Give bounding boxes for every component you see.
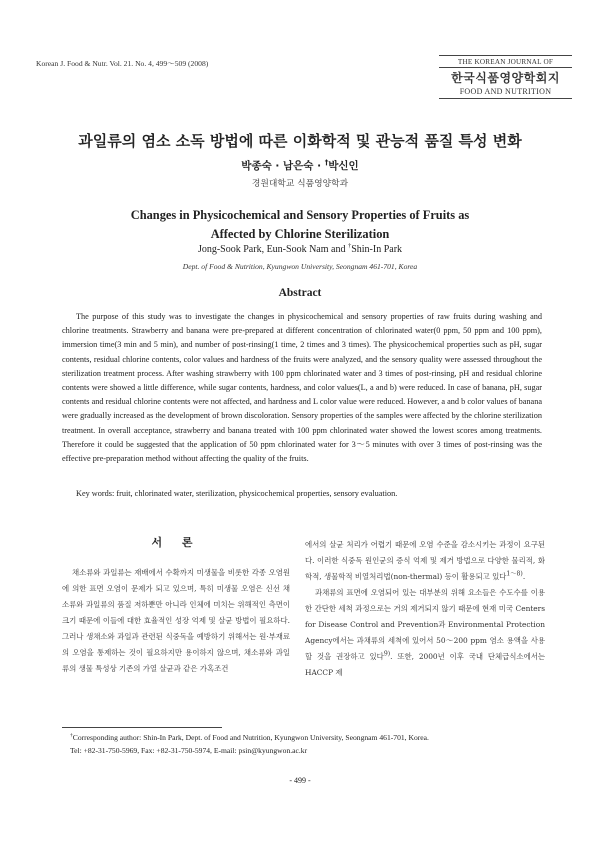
footnote-line2: Tel: +82-31-750-5969, Fax: +82-31-750-5974, E-mail: psin@kyungwon.ac.kr xyxy=(70,746,308,755)
abstract-heading: Abstract xyxy=(278,287,322,299)
corresponding-mark: † xyxy=(324,158,329,167)
left-column xyxy=(62,535,290,677)
keywords: Key words: fruit, chlorinated water, sterilization, physicochemical properties, sensory evaluation. xyxy=(76,489,398,498)
english-authors-part1: Jong-Sook Park, Eun-Sook Nam and xyxy=(197,244,348,255)
intro-paragraph-1: 채소류와 과일류는 재배에서 수확까지 미생물을 비롯한 각종 오염원에 의한 표면 오염이 문제가 되고 있으며, 특히 미생물 오염은 신선 채소류와 과일류의 품질 저하뿐만 아니라 인체에 미치는 위해적인 측면이 크기 때문에 이들에 대한 효율적인 성장 억제 및 살균 방법이 필요하다. 그러나 생채소와 과일과 관련된 식중독을 예방하기 위해서는 원·부재료의 오염을 통제하는 것이 필요하지만 용이하지 않으며, 채소류와 과일류의 생물 특성상 기존의 가열 살균과 같은 가혹조건 xyxy=(62,568,290,673)
footnote-divider xyxy=(62,727,222,728)
korean-authors xyxy=(0,158,600,173)
korean-authors-part2: 박신인 xyxy=(328,160,359,172)
corresponding-mark-en: † xyxy=(347,242,352,250)
intro-paragraph-2-text: 에서의 살균 처리가 어렵기 때문에 오염 수준을 감소시키는 과정이 요구된다. 이러한 식중독 원인균의 증식 억제 및 제거 방법으로 다양한 물리적, 화학적, 생물학적 비열처리법(non-thermal) 등이 활용되고 있다 xyxy=(305,540,545,581)
english-affiliation: Dept. of Food & Nutrition, Kyungwon University, Seongnam 461-701, Korea xyxy=(182,262,418,271)
korean-authors-part1: 박종숙 · 남은숙 · xyxy=(241,160,325,172)
masthead-korean-name: 한국식품영양학회지 xyxy=(451,71,560,85)
section-heading-introduction: 서 론 xyxy=(151,536,201,549)
english-authors xyxy=(0,244,600,255)
english-authors-part2: Shin-In Park xyxy=(351,244,403,255)
right-column xyxy=(305,537,545,681)
masthead-line1: THE KOREAN JOURNAL OF xyxy=(457,58,554,66)
intro-paragraph-2-end: . xyxy=(522,572,526,581)
page-number: - 499 - xyxy=(289,776,311,785)
english-title-line1: Changes in Physicochemical and Sensory Properties of Fruits as xyxy=(130,208,470,222)
journal-masthead xyxy=(439,55,572,99)
corresponding-author-footnote xyxy=(70,731,550,757)
masthead-line3: FOOD AND NUTRITION xyxy=(459,87,552,96)
intro-paragraph-2 xyxy=(305,537,545,585)
english-title-line2: Affected by Chlorine Sterilization xyxy=(210,227,390,241)
reference-mark: 9) xyxy=(383,650,391,658)
korean-title: 과일류의 염소 소독 방법에 따른 이화학적 및 관능적 품질 특성 변화 xyxy=(78,132,522,150)
masthead-bottom-rule xyxy=(439,98,572,99)
journal-citation: Korean J. Food & Nutr. Vol. 21. No. 4, 499～509 (2008) xyxy=(36,59,209,68)
footnote-line1 xyxy=(70,731,550,744)
reference-mark: 1～8) xyxy=(506,570,523,578)
footnote-mark: † xyxy=(70,732,73,739)
intro-paragraph-3 xyxy=(305,585,545,681)
korean-affiliation: 경원대학교 식품영양학과 xyxy=(251,179,349,189)
abstract-body: The purpose of this study was to investigate the changes in physicochemical and sensory properties of raw fruits during washing and chlorine treatments. Strawberry and banana were pre-prepared at different concentration of chlorinated water(0 ppm, 50 ppm and 100 ppm), immersion time(3 min and 5 min), and number of post-rinsing(1 time, 2 times and 3 times). The physicochemical properties such as pH, sugar contents, residual chlorine contents, color values and hardness of the fruits were analyzed, and the sensory quality were assessed throughout the sterilization treatment process. After washing strawberry with 100 ppm chlorinated water and 3 times of post-rinsing, pH and residual chlorine contents were showed a little difference, while sugar contents, hardness, and color values(L, a and b) were reduced. In case of banana, pH, sugar contents and residual chlorine contents were not affected, and hardness and L color value were reduced. However, a and b color values of banana were gradually increased as the development of brown discoloration. Sensory properties of the samples were affected by the chlorine sterilization treatment. In overall acceptance, strawberry and banana treated with 100 ppm chlorinated water showed the lowest scores among treatments. Therefore it could be suggested that the application of 50 ppm chlorinated water for 3～5 minutes with over 3 times of post-rinsing was the effective pre-preparation method without affecting the quality of the fruits. xyxy=(62,312,543,464)
intro-paragraph-3-end: . 또한, 2000년 이후 국내 단체급식소에서는 HACCP 제 xyxy=(305,652,545,677)
footnote-line1-text: Corresponding author: Shin-In Park, Dept. of Food and Nutrition, Kyungwon University, Seongnam 461-701, Korea. xyxy=(72,733,429,742)
intro-paragraph-3-text: 과채류의 표면에 오염되어 있는 대부분의 위해 요소들은 수도수를 이용한 간단한 세척 과정으로는 거의 제거되지 않기 때문에 현재 미국 Centers for Disease Control and Prevention과 Environmental Protection Agency에서는 과채류의 세척에 있어서 50～200 ppm 염소 용액을 사용할 것을 권장하고 있다 xyxy=(305,588,545,661)
english-title xyxy=(100,206,500,244)
